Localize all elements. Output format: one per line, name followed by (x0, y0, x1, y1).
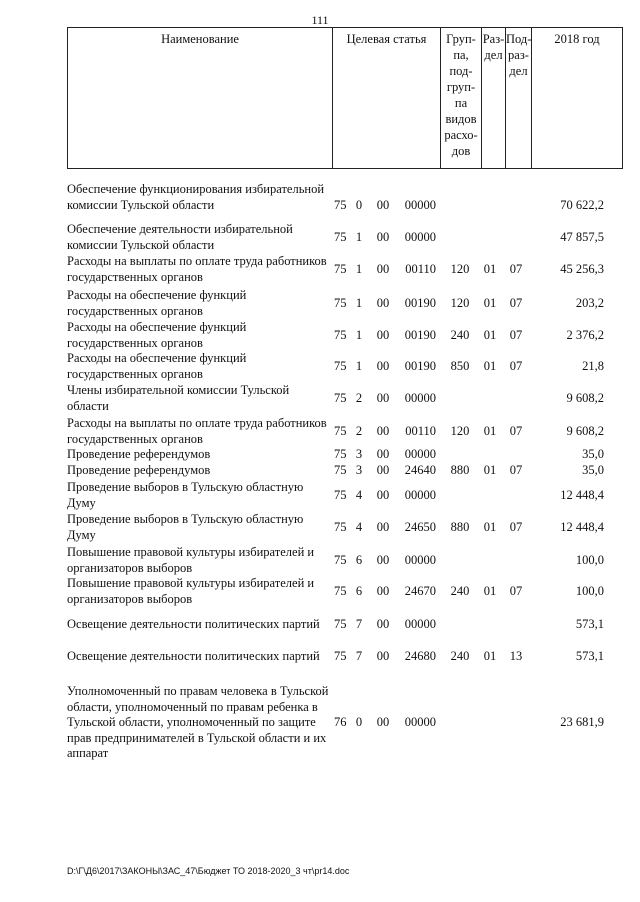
cell-d: 00000 (404, 553, 436, 567)
header-section: Раз- дел (481, 28, 505, 168)
cell-grp: 240 (450, 649, 470, 663)
cell-c: 00 (376, 520, 390, 534)
cell-d: 24650 (404, 520, 436, 534)
cell-c: 00 (376, 424, 390, 438)
cell-c: 00 (376, 715, 390, 729)
cell-pr: 07 (509, 424, 523, 438)
cell-c: 00 (376, 262, 390, 276)
cell-rz: 01 (483, 328, 497, 342)
header-target: Целевая статья (332, 28, 440, 168)
row-name: Повышение правовой культуры избирателей и организаторов выборов (67, 545, 315, 575)
header-subsection: Под- раз- дел (505, 28, 531, 168)
row-name: Освещение деятельности политических партий (67, 649, 320, 663)
cell-a: 75 (334, 488, 347, 502)
cell-b: 1 (355, 262, 363, 276)
row-name: Расходы на выплаты по оплате труда работников государственных органов (67, 416, 327, 446)
cell-a: 75 (334, 617, 347, 631)
row-name: Обеспечение деятельности избирательной комиссии Тульской области (67, 222, 293, 252)
cell-pr: 07 (509, 463, 523, 477)
cell-pr: 07 (509, 296, 523, 310)
cell-a: 76 (334, 715, 347, 729)
cell-a: 75 (334, 649, 347, 663)
cell-pr: 07 (509, 328, 523, 342)
cell-c: 00 (376, 296, 390, 310)
cell-a: 75 (334, 447, 347, 461)
cell-sum: 12 448,4 (560, 520, 604, 534)
cell-a: 75 (334, 262, 347, 276)
cell-b: 1 (355, 296, 363, 310)
cell-c: 00 (376, 198, 390, 212)
cell-sum: 2 376,2 (566, 328, 604, 342)
cell-grp: 880 (450, 463, 470, 477)
header-year: 2018 год (531, 28, 622, 168)
cell-d: 00000 (404, 230, 436, 244)
cell-b: 7 (355, 649, 363, 663)
cell-d: 00190 (404, 359, 436, 373)
cell-a: 75 (334, 230, 347, 244)
cell-d: 00000 (404, 198, 436, 212)
cell-sum: 35,0 (582, 447, 604, 461)
cell-b: 4 (355, 520, 363, 534)
cell-rz: 01 (483, 262, 497, 276)
cell-a: 75 (334, 328, 347, 342)
cell-b: 7 (355, 617, 363, 631)
cell-pr: 07 (509, 359, 523, 373)
cell-pr: 13 (509, 649, 523, 663)
cell-c: 00 (376, 649, 390, 663)
cell-b: 1 (355, 230, 363, 244)
cell-sum: 100,0 (575, 584, 604, 598)
cell-c: 00 (376, 328, 390, 342)
cell-a: 75 (334, 520, 347, 534)
cell-pr: 07 (509, 262, 523, 276)
cell-b: 6 (355, 553, 363, 567)
cell-grp: 120 (450, 296, 470, 310)
file-path-footer: D:\Г\Д6\2017\ЗАКОНЫ\ЗАС_47\Бюджет ТО 2018-2020_3 чт\pr14.doc (67, 866, 350, 876)
cell-b: 2 (355, 391, 363, 405)
cell-b: 1 (355, 328, 363, 342)
cell-sum: 12 448,4 (560, 488, 604, 502)
cell-b: 0 (355, 715, 363, 729)
row-name: Члены избирательной комиссии Тульской области (67, 383, 290, 413)
cell-sum: 45 256,3 (560, 262, 604, 276)
cell-a: 75 (334, 424, 347, 438)
cell-grp: 120 (450, 262, 470, 276)
cell-a: 75 (334, 198, 347, 212)
row-name: Расходы на обеспечение функций государственных органов (67, 351, 247, 381)
cell-sum: 573,1 (575, 617, 604, 631)
cell-d: 00000 (404, 447, 436, 461)
cell-grp: 850 (450, 359, 470, 373)
cell-rz: 01 (483, 424, 497, 438)
cell-d: 00190 (404, 296, 436, 310)
cell-sum: 35,0 (582, 463, 604, 477)
cell-pr: 07 (509, 520, 523, 534)
table-header (67, 27, 623, 169)
row-name: Проведение выборов в Тульскую областную Думу (67, 480, 304, 510)
cell-c: 00 (376, 463, 390, 477)
cell-a: 75 (334, 296, 347, 310)
cell-c: 00 (376, 488, 390, 502)
cell-sum: 47 857,5 (560, 230, 604, 244)
cell-rz: 01 (483, 463, 497, 477)
cell-d: 00190 (404, 328, 436, 342)
row-name: Освещение деятельности политических партий (67, 617, 320, 631)
cell-rz: 01 (483, 520, 497, 534)
cell-pr: 07 (509, 584, 523, 598)
cell-sum: 100,0 (575, 553, 604, 567)
cell-d: 00000 (404, 488, 436, 502)
cell-c: 00 (376, 391, 390, 405)
cell-c: 00 (376, 447, 390, 461)
cell-b: 1 (355, 359, 363, 373)
cell-sum: 9 608,2 (566, 424, 604, 438)
cell-b: 3 (355, 463, 363, 477)
cell-grp: 120 (450, 424, 470, 438)
cell-c: 00 (376, 230, 390, 244)
cell-b: 0 (355, 198, 363, 212)
cell-sum: 70 622,2 (560, 198, 604, 212)
cell-a: 75 (334, 463, 347, 477)
cell-b: 3 (355, 447, 363, 461)
cell-sum: 203,2 (575, 296, 604, 310)
cell-a: 75 (334, 584, 347, 598)
cell-b: 2 (355, 424, 363, 438)
row-name: Уполномоченный по правам человека в Тульской области, уполномоченный по правам ребенка в Тульской области, уполномоченный по защите прав предпринимателей в Тульской области и их аппарат (67, 684, 329, 760)
cell-c: 00 (376, 617, 390, 631)
cell-rz: 01 (483, 296, 497, 310)
header-group: Груп- па, под- груп- па видов расхо- дов (440, 28, 481, 168)
cell-sum: 21,8 (582, 359, 604, 373)
cell-b: 6 (355, 584, 363, 598)
cell-d: 24670 (404, 584, 436, 598)
cell-a: 75 (334, 391, 347, 405)
row-name: Расходы на обеспечение функций государственных органов (67, 320, 247, 350)
cell-rz: 01 (483, 359, 497, 373)
cell-d: 00110 (405, 424, 436, 438)
header-name: Наименование (161, 32, 239, 46)
row-name: Повышение правовой культуры избирателей и организаторов выборов (67, 576, 315, 606)
cell-c: 00 (376, 584, 390, 598)
cell-a: 75 (334, 553, 347, 567)
row-name: Проведение референдумов (67, 463, 211, 477)
cell-a: 75 (334, 359, 347, 373)
row-name: Проведение референдумов (67, 447, 211, 461)
row-name: Обеспечение функционирования избирательной комиссии Тульской области (67, 182, 325, 212)
cell-rz: 01 (483, 649, 497, 663)
cell-d: 00000 (404, 617, 436, 631)
cell-d: 00000 (404, 391, 436, 405)
cell-grp: 240 (450, 584, 470, 598)
cell-d: 24680 (404, 649, 436, 663)
cell-c: 00 (376, 359, 390, 373)
cell-b: 4 (355, 488, 363, 502)
cell-rz: 01 (483, 584, 497, 598)
cell-grp: 240 (450, 328, 470, 342)
row-name: Расходы на обеспечение функций государственных органов (67, 288, 247, 318)
cell-c: 00 (376, 553, 390, 567)
row-name: Проведение выборов в Тульскую областную Думу (67, 512, 304, 542)
cell-sum: 573,1 (575, 649, 604, 663)
cell-sum: 23 681,9 (560, 715, 604, 729)
cell-grp: 880 (450, 520, 470, 534)
row-name: Расходы на выплаты по оплате труда работников государственных органов (67, 254, 327, 284)
cell-d: 24640 (404, 463, 436, 477)
cell-d: 00110 (405, 262, 436, 276)
cell-d: 00000 (404, 715, 436, 729)
page-number: 111 (311, 13, 329, 27)
cell-sum: 9 608,2 (566, 391, 604, 405)
